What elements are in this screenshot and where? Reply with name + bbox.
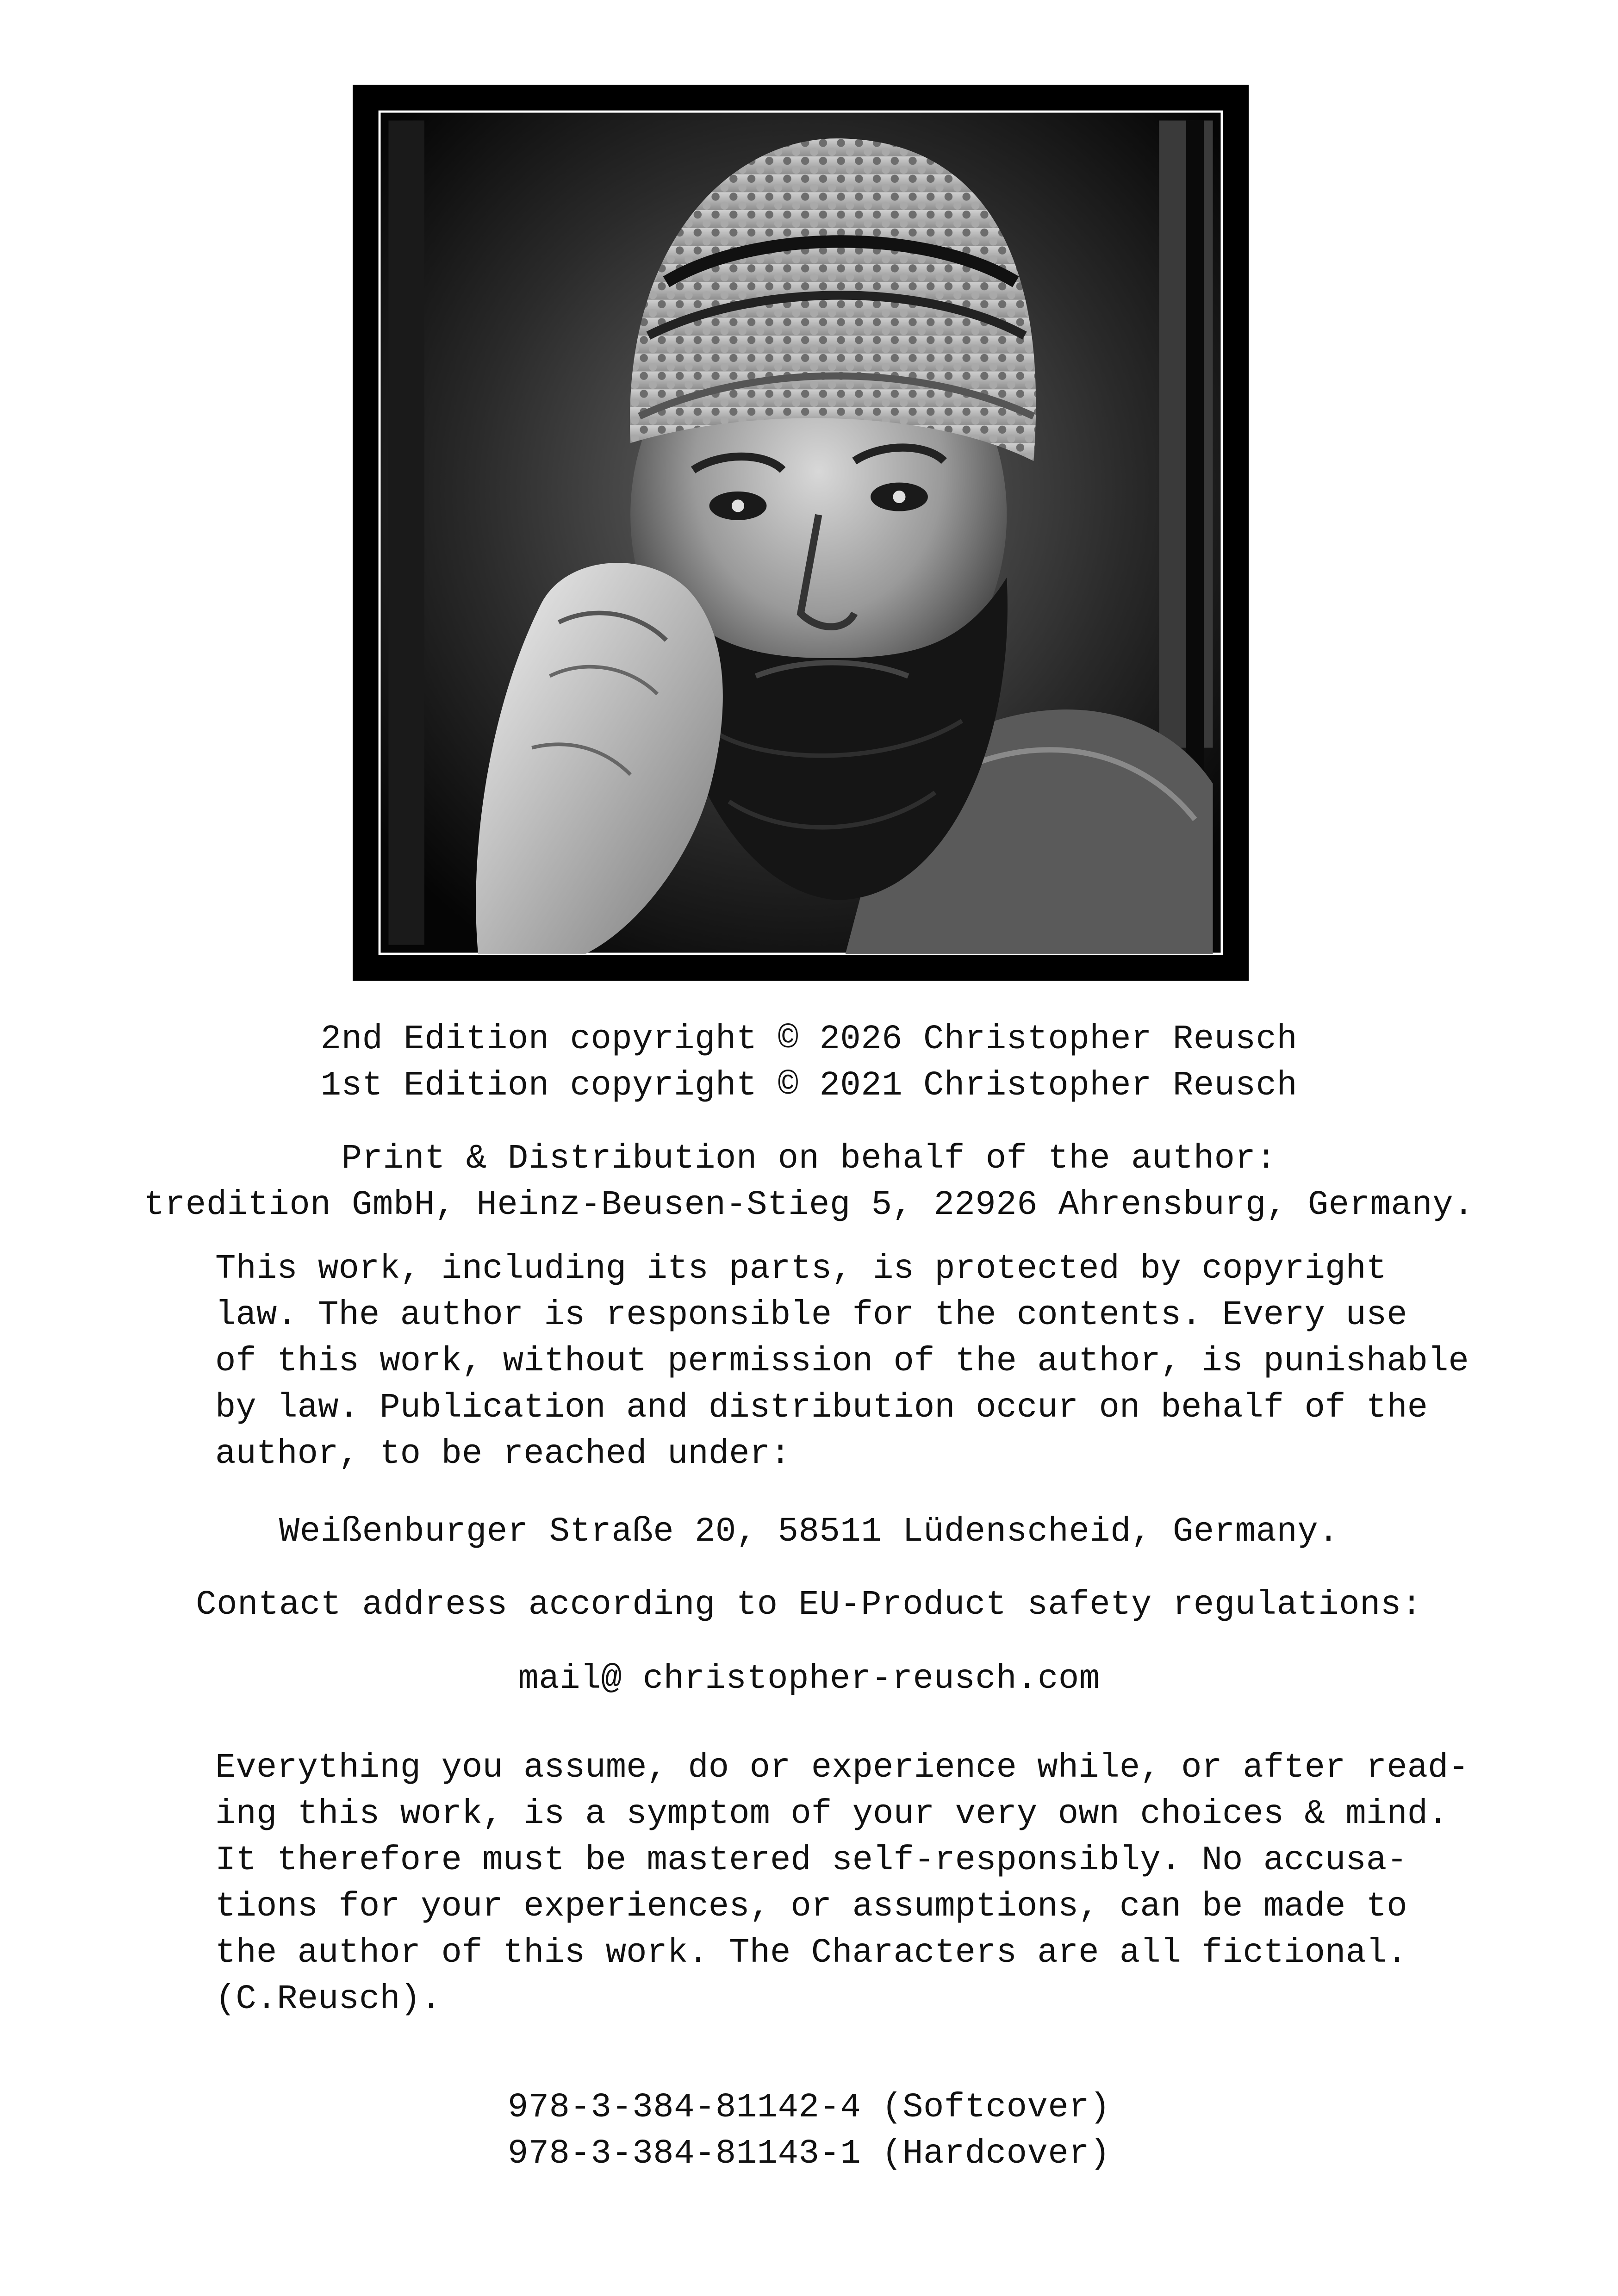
legal-line: law. The author is responsible for the contents. Every use bbox=[215, 1296, 1407, 1335]
copyright-2nd-edition: 2nd Edition copyright © 2026 Christopher Reusch bbox=[320, 1020, 1298, 1059]
isbn-softcover: 978-3-384-81142-4 (Softcover) bbox=[507, 2088, 1111, 2127]
disclaimer-line: tions for your experiences, or assumptions, can be made to bbox=[215, 1887, 1407, 1926]
legal-line: This work, including its parts, is protected by copyright bbox=[215, 1250, 1387, 1288]
legal-line: by law. Publication and distribution occur on behalf of the bbox=[215, 1388, 1428, 1427]
distribution-heading: Print & Distribution on behalf of the author: bbox=[341, 1139, 1277, 1178]
disclaimer-line: It therefore must be mastered self-responsibly. No accusa- bbox=[215, 1841, 1407, 1880]
disclaimer-line: ing this work, is a symptom of your very own choices & mind. bbox=[215, 1795, 1449, 1834]
author-portrait-photo bbox=[353, 85, 1249, 981]
copyright-1st-edition: 1st Edition copyright © 2021 Christopher Reusch bbox=[320, 1066, 1298, 1105]
disclaimer-line: Everything you assume, do or experience while, or after read- bbox=[215, 1748, 1469, 1787]
contact-heading: Contact address according to EU-Product safety regulations: bbox=[196, 1586, 1422, 1624]
disclaimer-line: the author of this work. The Characters are all fictional. bbox=[215, 1934, 1407, 1972]
distribution-address: tredition GmbH, Heinz-Beusen-Stieg 5, 22926 Ahrensburg, Germany. bbox=[143, 1186, 1475, 1225]
isbn-hardcover: 978-3-384-81143-1 (Hardcover) bbox=[507, 2134, 1111, 2173]
legal-paragraph bbox=[215, 1246, 1469, 1477]
disclaimer-paragraph bbox=[215, 1745, 1469, 2022]
contact-email[interactable]: mail@ christopher-reusch.com bbox=[518, 1660, 1100, 1699]
disclaimer-line: (C.Reusch). bbox=[215, 1980, 442, 2019]
legal-line: of this work, without permission of the author, is punishable bbox=[215, 1342, 1469, 1381]
legal-line: author, to be reached under: bbox=[215, 1435, 791, 1474]
author-address: Weißenburger Straße 20, 58511 Lüdenscheid, Germany. bbox=[279, 1512, 1339, 1551]
